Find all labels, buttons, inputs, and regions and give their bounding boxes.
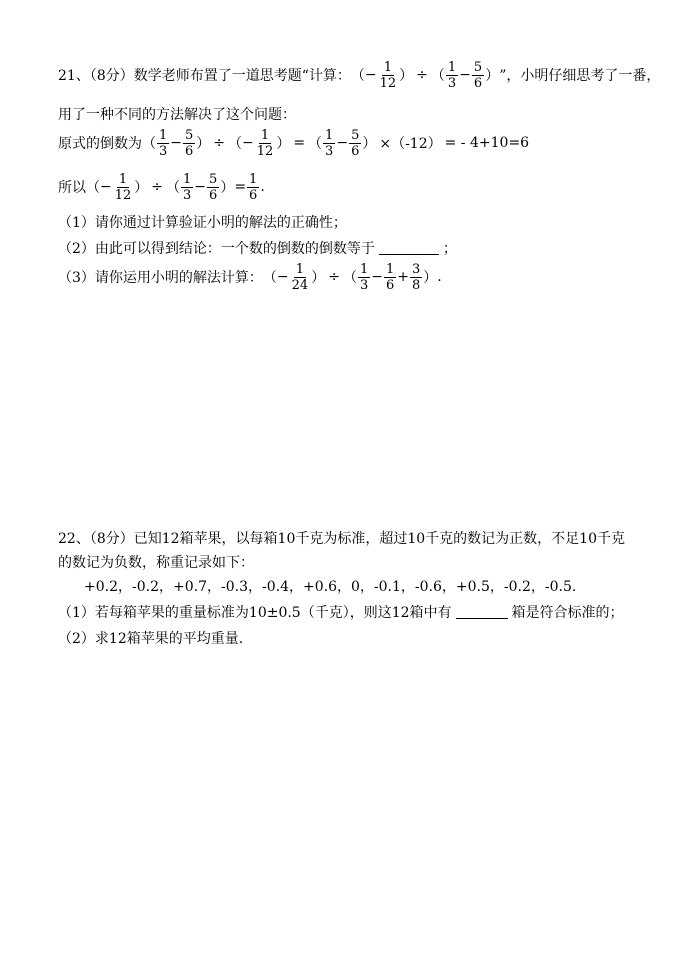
fraction: $\frac{1}{24}$ (291, 261, 309, 293)
fraction: $\frac{1}{3}$ (159, 127, 168, 159)
q21-line-2: 用了一种不同的方法解决了这个问题： (58, 107, 296, 123)
q21-line-1: 21、（8分）数学老师布置了一道思考题“计算： （ − $\frac{1}{12}$ ） ÷ （ $\frac{1}{3}$ − $\frac{5}{6}$ ） ”，小明仔细思考了一番， (58, 59, 661, 91)
q21-reciprocal-line: 原式的倒数为 （ $\frac{1}{3}$ − $\frac{5}{6}$ ） ÷ （ − $\frac{1}{12}$ ） = （ $\frac{1}{3}$ − $\frac{5}{6}$ ） ×（-12） = - 4+10=6 (58, 127, 530, 159)
q21-after-expr: ”，小明仔细思考了一番， (499, 68, 661, 84)
fraction: $\frac{1}{3}$ (447, 59, 457, 91)
fraction: $\frac{1}{6}$ (249, 171, 258, 203)
q22-line-1: 22、（8分）已知12箱苹果，以每箱10千克为标准，超过10千克的数记为正数，不足10千克 (58, 531, 625, 547)
q21-sub-3: （3）请你运用小明的解法计算： （ − $\frac{1}{24}$ ） ÷ （ $\frac{1}{3}$ − $\frac{1}{6}$ + $\frac{3}{8}$ ） . (58, 261, 442, 293)
fraction: $\frac{1}{12}$ (256, 127, 274, 159)
fraction: $\frac{1}{3}$ (325, 127, 334, 159)
fraction: $\frac{1}{3}$ (359, 261, 369, 293)
fraction: $\frac{5}{6}$ (351, 127, 360, 159)
q21-sub-1: （1）请你通过计算验证小明的解法的正确性； (58, 215, 347, 231)
fraction: $\frac{1}{3}$ (183, 171, 192, 203)
fraction: $\frac{3}{8}$ (411, 261, 421, 293)
q22-sub-1: （1）若每箱苹果的重量标准为10±0.5（千克），则这12箱中有 箱是符合标准的； (58, 605, 624, 621)
answer-blank[interactable] (379, 242, 439, 255)
q21-sub-2: （2）由此可以得到结论：一个数的倒数的倒数等于 ； (58, 241, 457, 257)
q21-so-line: 所以 （ − $\frac{1}{12}$ ） ÷ （ $\frac{1}{3}$ − $\frac{5}{6}$ ） = $\frac{1}{6}$ . (58, 171, 265, 203)
fraction: $\frac{1}{6}$ (385, 261, 395, 293)
q22-data-line: +0.2，-0.2，+0.7，-0.3，-0.4，+0.6，0，-0.1，-0.6，+0.5，-0.2，-0.5. (84, 579, 577, 595)
fraction: $\frac{1}{12}$ (114, 171, 132, 203)
q22-line-2: 的数记为负数，称重记录如下： (58, 555, 254, 571)
fraction: $\frac{5}{6}$ (185, 127, 194, 159)
q22-sub-2: （2）求12箱苹果的平均重量. (58, 631, 244, 647)
q21-intro: 21、（8分）数学老师布置了一道思考题“计算： (58, 68, 351, 84)
answer-blank[interactable] (456, 606, 508, 619)
fraction: $\frac{5}{6}$ (209, 171, 218, 203)
fraction: $\frac{1}{12}$ (379, 59, 397, 91)
fraction: $\frac{5}{6}$ (473, 59, 483, 91)
